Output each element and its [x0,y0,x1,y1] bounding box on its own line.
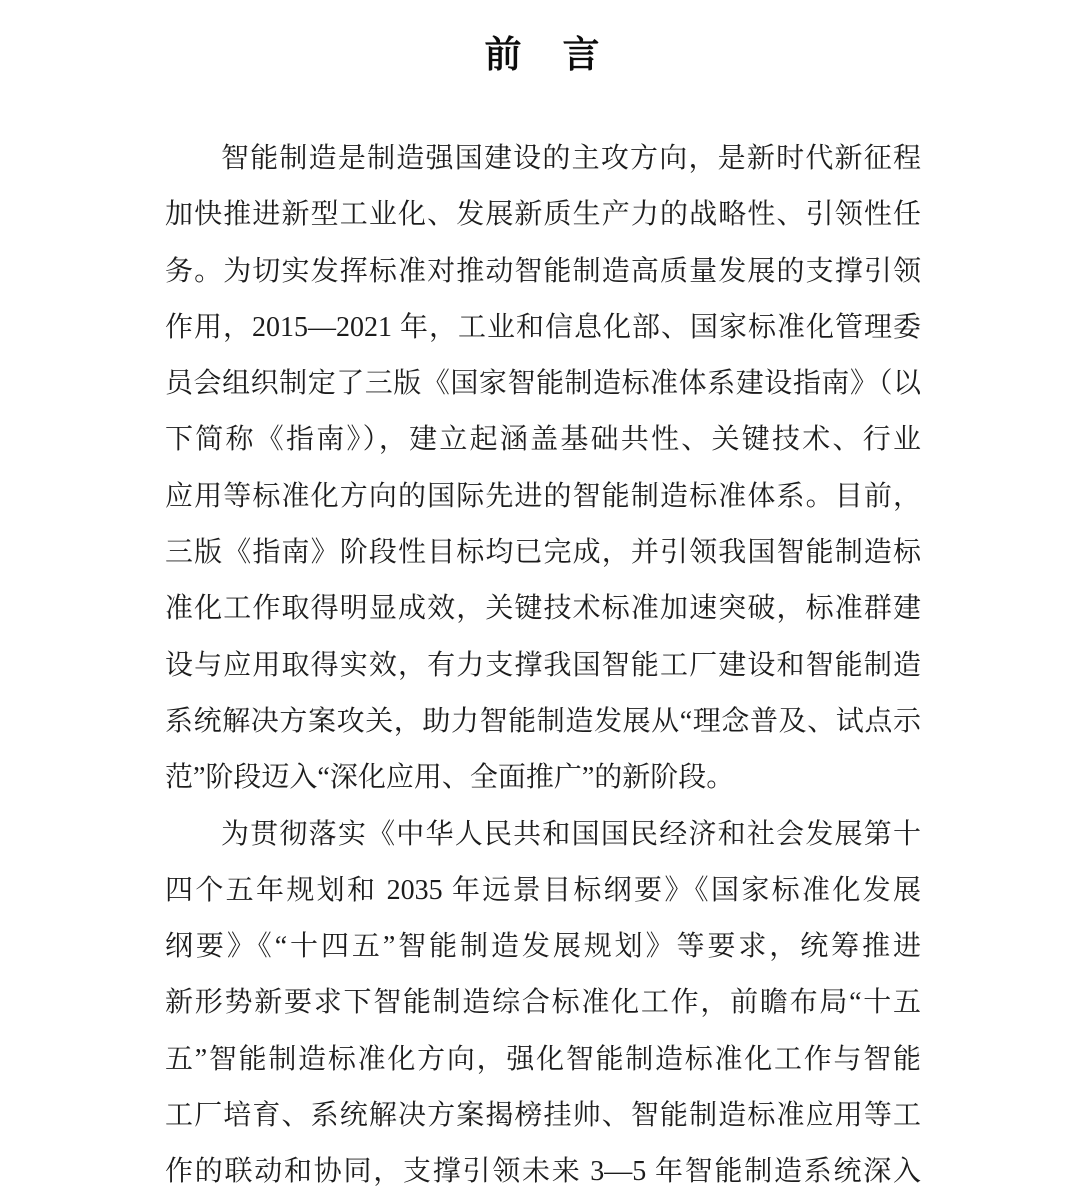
text-line: 三版《指南》阶段性目标均已完成，并引领我国智能制造标 [165,537,921,569]
text-line: 设与应用取得实效，有力支撑我国智能工厂建设和智能制造 [165,649,921,681]
text-line: 下简称《指南》），建立起涵盖基础共性、关键技术、行业 [165,424,921,456]
text-line: 新形势新要求下智能制造综合标准化工作，前瞻布局“十五 [165,987,921,1019]
text-line: 为贯彻落实《中华人民共和国国民经济和社会发展第十 [221,818,921,850]
text-line: 系统解决方案攻关，助力智能制造发展从“理念普及、试点示 [165,705,921,737]
text-line: 纲要》《“十四五”智能制造发展规划》等要求，统筹推进 [165,931,921,963]
text-line: 智能制造是制造强国建设的主攻方向，是新时代新征程 [221,143,921,174]
text-line: 作的联动和协同，支撑引领未来 3—5 年智能制造系统深入 [165,1156,921,1188]
text-line: 务。为切实发挥标准对推动智能制造高质量发展的支撑引领 [165,255,921,287]
text-line: 准化工作取得明显成效，关键技术标准加速突破，标准群建 [165,593,921,625]
text-line: 工厂培育、系统解决方案揭榜挂帅、智能制造标准应用等工 [165,1100,921,1132]
text-line: 范”阶段迈入“深化应用、全面推广”的新阶段。 [165,762,735,794]
text-line: 应用等标准化方向的国际先进的智能制造标准体系。目前， [165,480,921,512]
text-line: 五”智能制造标准化方向，强化智能制造标准化工作与智能 [165,1043,921,1075]
text-line: 员会组织制定了三版《国家智能制造标准体系建设指南》（以 [165,368,921,400]
text-line: 四个五年规划和 2035 年远景目标纲要》《国家标准化发展 [165,874,921,906]
document-body [165,131,921,1201]
text-line: 加快推进新型工业化、发展新质生产力的战略性、引领性任 [165,199,921,231]
page-title: 前 言 [484,34,602,75]
text-line: 作用，2015—2021 年，工业和信息化部、国家标准化管理委 [165,311,921,343]
